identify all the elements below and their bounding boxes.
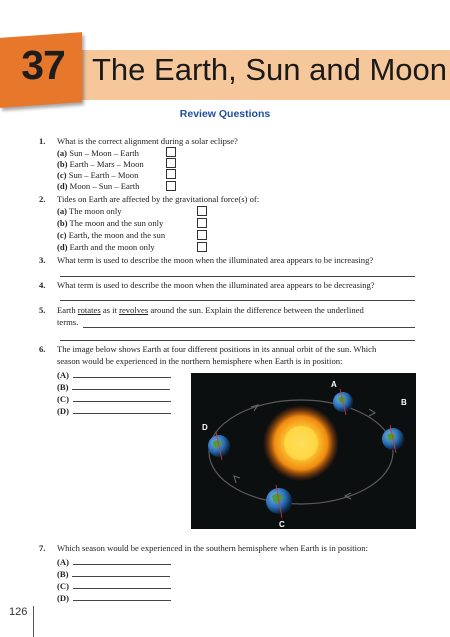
chapter-header bbox=[0, 30, 450, 102]
position-answer[interactable]: (A) bbox=[57, 369, 171, 381]
footer-divider bbox=[33, 606, 34, 637]
position-answer[interactable]: (D) bbox=[57, 592, 171, 604]
question-number: 4. bbox=[39, 280, 46, 290]
question-text: Earth rotates as it revolves around the sun. Explain the difference between the underlined bbox=[57, 305, 364, 315]
question-text: What term is used to describe the moon when the illuminated area appears to be increasing? bbox=[57, 255, 374, 265]
earth-a bbox=[333, 389, 353, 415]
earth-orbit-illustration bbox=[191, 373, 416, 529]
question-number: 1. bbox=[39, 136, 46, 146]
position-answer[interactable]: (B) bbox=[57, 568, 170, 580]
question-text: What term is used to describe the moon when the illuminated area appears to be decreasing? bbox=[57, 280, 375, 290]
earth-c bbox=[266, 485, 292, 518]
answer-checkbox[interactable] bbox=[197, 206, 207, 216]
answer-checkbox[interactable] bbox=[197, 242, 207, 252]
option: (a) The moon only bbox=[57, 206, 122, 216]
question-text: Which season would be experienced in the southern hemisphere when Earth is in position: bbox=[57, 543, 368, 553]
question-text: The image below shows Earth at four different positions in its annual orbit of the sun. Which bbox=[57, 344, 377, 354]
position-answer[interactable]: (A) bbox=[57, 556, 171, 568]
answer-checkbox[interactable] bbox=[166, 181, 176, 191]
question-number: 5. bbox=[39, 305, 46, 315]
orbit-diagram bbox=[191, 373, 416, 529]
position-answer[interactable]: (D) bbox=[57, 405, 171, 417]
option: (a) Sun – Moon – Earth bbox=[57, 148, 139, 158]
answer-line[interactable] bbox=[83, 327, 415, 328]
earth-d bbox=[208, 432, 230, 460]
position-answer[interactable]: (C) bbox=[57, 393, 171, 405]
question-number: 7. bbox=[39, 543, 46, 553]
question-number: 6. bbox=[39, 344, 46, 354]
answer-checkbox[interactable] bbox=[166, 158, 176, 168]
position-answer[interactable]: (C) bbox=[57, 580, 171, 592]
answer-line[interactable] bbox=[60, 276, 415, 277]
label-c: C bbox=[279, 520, 285, 529]
chapter-number: 37 bbox=[21, 42, 65, 88]
earth-b bbox=[382, 425, 404, 453]
option: (b) The moon and the sun only bbox=[57, 218, 164, 228]
chapter-title: The Earth, Sun and Moon bbox=[92, 52, 448, 87]
question-text: What is the correct alignment during a solar eclipse? bbox=[57, 136, 238, 146]
label-b: B bbox=[401, 398, 407, 407]
label-d: D bbox=[202, 423, 208, 432]
position-answer[interactable]: (B) bbox=[57, 381, 170, 393]
sun-core bbox=[284, 426, 318, 460]
answer-line[interactable] bbox=[60, 340, 415, 341]
answer-line[interactable] bbox=[60, 300, 415, 301]
question-text: Tides on Earth are affected by the gravitational force(s) of: bbox=[57, 194, 260, 204]
question-number: 3. bbox=[39, 255, 46, 265]
answer-checkbox[interactable] bbox=[166, 169, 176, 179]
answer-checkbox[interactable] bbox=[197, 218, 207, 228]
answer-checkbox[interactable] bbox=[197, 230, 207, 240]
option: (d) Earth and the moon only bbox=[57, 242, 155, 252]
label-a: A bbox=[331, 380, 337, 389]
page-number: 126 bbox=[9, 606, 28, 618]
option: (d) Moon – Sun – Earth bbox=[57, 181, 140, 191]
option: (c) Earth, the moon and the sun bbox=[57, 230, 166, 240]
question-number: 2. bbox=[39, 194, 46, 204]
option: (b) Earth – Mars – Moon bbox=[57, 159, 144, 169]
answer-checkbox[interactable] bbox=[166, 147, 176, 157]
option: (c) Sun – Earth – Moon bbox=[57, 170, 139, 180]
section-heading: Review Questions bbox=[179, 108, 271, 120]
